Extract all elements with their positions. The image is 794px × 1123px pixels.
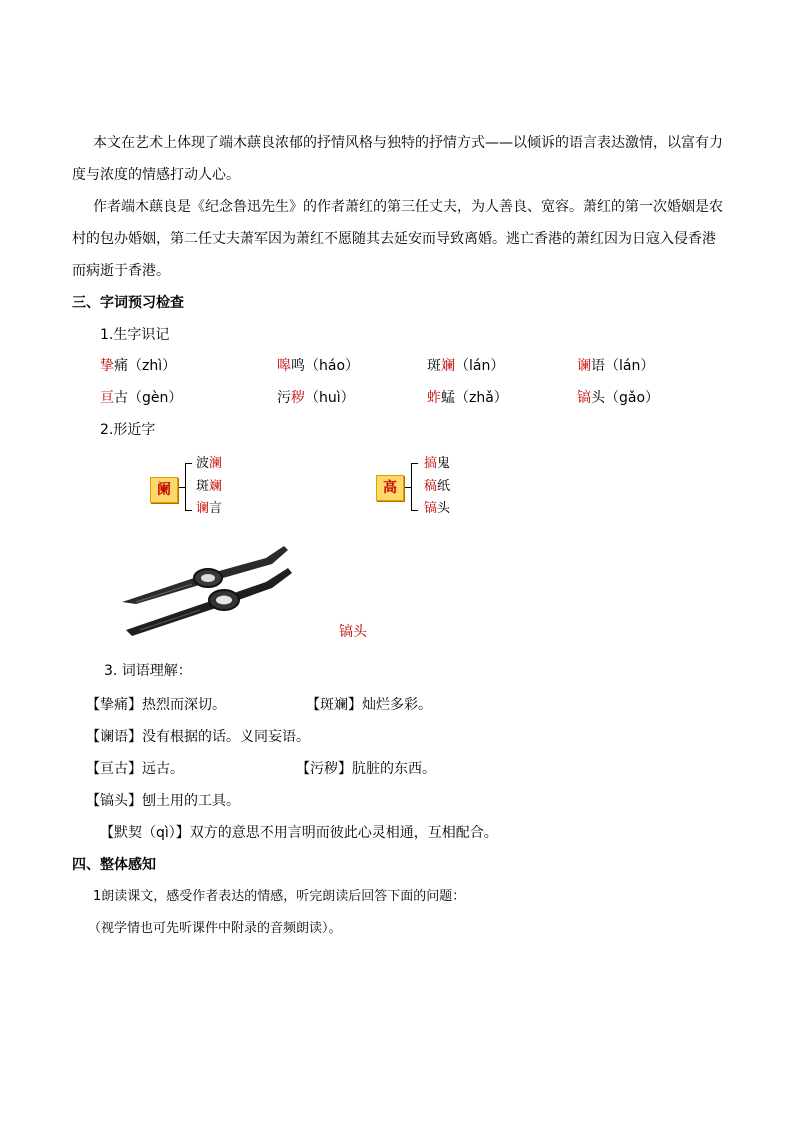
section4-heading: 四、整体感知 [72,857,156,873]
definition: 【斑斓】灿烂多彩。 [306,697,432,713]
sub-heading-2: 2.形近字 [100,422,156,438]
definition: 【挚痛】热烈而深切。 [86,697,226,713]
definition: 【污秽】肮脏的东西。 [296,761,436,777]
vocab-word: 斑斓（lán） [427,358,505,374]
vocab-word: 嗥鸣（háo） [277,358,360,374]
vocab-word: 亘古（gèn） [100,390,183,406]
intro-p1-line1: 本文在艺术上体现了端木蕻良浓郁的抒情风格与独特的抒情方式——以倾诉的语言表达激情，以富有力 [93,135,723,151]
intro-p1-line2: 度与浓度的情感打动人心。 [72,167,240,183]
definition: 【默契（qì）】双方的意思不用言明而彼此心灵相通，互相配合。 [100,825,498,841]
brace [411,463,418,511]
pickaxe-caption: 镐头 [339,624,367,640]
section3-heading: 三、字词预习检查 [72,295,184,311]
vocab-word: 污秽（huì） [277,390,355,406]
vocab-word: 挚痛（zhì） [100,358,177,374]
similar-word: 镐头 [424,501,451,516]
key-char-box: 高 [376,475,404,501]
similar-word: 斑斓 [196,479,223,494]
brace [185,463,192,511]
vocab-word: 谰语（lán） [577,358,655,374]
intro-p2-line1: 作者端木蕻良是《纪念鲁迅先生》的作者萧红的第三任丈夫，为人善良、宽容。萧红的第一次婚姻是农 [93,199,723,215]
vocab-word: 镐头（gǎo） [577,390,660,406]
intro-p2-line3: 而病逝于香港。 [72,263,170,279]
section4-line1: 1朗读课文，感受作者表达的情感，听完朗读后回答下面的问题： [93,889,466,904]
similar-word: 搞鬼 [424,456,451,471]
key-char-box: 阑 [150,477,178,503]
sub-heading-1: 1.生字识记 [100,327,170,343]
similar-word: 稿纸 [424,479,451,494]
definition: 【谰语】没有根据的话。义同妄语。 [86,729,310,745]
brace-tick [179,487,185,488]
pickaxe-illustration [116,540,296,640]
section4-line2: （视学情也可先听课件中附录的音频朗读）。 [88,921,342,936]
sub-heading-3: 3. 词语理解： [104,663,192,679]
definition: 【镐头】刨土用的工具。 [86,793,240,809]
definition: 【亘古】远古。 [86,761,184,777]
vocab-word: 蚱蜢（zhǎ） [427,390,508,406]
similar-word: 波澜 [196,456,223,471]
similar-word: 谰言 [196,501,223,516]
intro-p2-line2: 村的包办婚姻，第二任丈夫萧军因为萧红不愿随其去延安而导致离婚。逃亡香港的萧红因为日寇入侵香港 [72,231,716,247]
brace-tick [405,487,411,488]
